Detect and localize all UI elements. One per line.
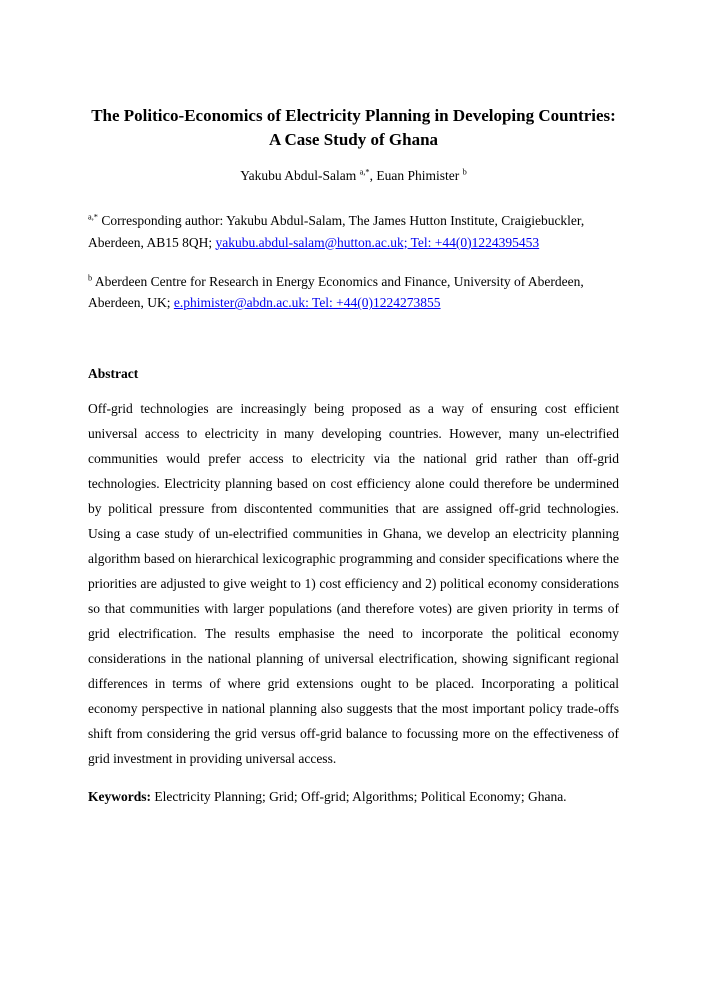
corresponding-author-text: Corresponding author: Yakubu Abdul-Salam, The James Hutton Institute, Craigiebuckler, Aberdeen, AB15 8QH; xyxy=(88,213,585,250)
coauthor-email-link[interactable]: e.phimister@abdn.ac.uk: Tel: +44(0)1224273855 xyxy=(173,295,441,311)
affiliation-b-text: Aberdeen Centre for Research in Energy Economics and Finance, University of Aberdeen, Aberdeen, UK; xyxy=(88,273,584,311)
corresponding-author-note xyxy=(88,210,619,253)
keywords-line xyxy=(88,789,619,805)
paper-title: The Politico-Economics of Electricity Planning in Developing Countries: A Case Study of Ghana xyxy=(91,106,616,150)
authors-line xyxy=(88,168,619,184)
keywords-text: Electricity Planning; Grid; Off-grid; Algorithms; Political Economy; Ghana. xyxy=(151,788,567,804)
author-2-name: , Euan Phimister xyxy=(369,168,463,184)
abstract-text: Off-grid technologies are increasingly being proposed as a way of ensuring cost efficient universal access to electricity in many developing countries. However, many un-electrified communities would prefer access to electricity via the national grid rather than off-grid technologies. Electricity planning based on cost efficiency alone could therefore be undermined by political pressure from discontented communities that are assigned off-grid technologies. Using a case study of un-electrified communities in Ghana, we develop an electricity planning algorithm based on hierarchical lexicographic programming and consider specifications where the priorities are adjusted to give weight to 1) cost efficiency and 2) political economy considerations so that communities with larger populations (and therefore votes) are given priority in terms of grid electrification. The results emphasise the need to incorporate the political economy considerations in the national planning of universal electrification, showing significant regional differences in terms of where grid extensions ought to be placed. Incorporating a political economy perspective in national planning also suggests that the most important policy trade-offs shift from considering the grid versus off-grid balance to focussing more on the effectiveness of grid investment in providing universal access. xyxy=(88,400,619,766)
keywords-label: Keywords: xyxy=(88,788,151,804)
affiliation-b-mark: b xyxy=(88,273,93,283)
affiliation-b-note xyxy=(88,271,619,314)
author-1-affiliation-mark: a,* xyxy=(359,167,370,177)
author-2-affiliation-mark: b xyxy=(462,167,467,177)
author-1-name: Yakubu Abdul-Salam xyxy=(240,168,360,184)
corresponding-affiliation-mark: a,* xyxy=(88,212,98,222)
corresponding-email-link[interactable]: yakubu.abdul-salam@hutton.ac.uk; Tel: +44(0)1224395453 xyxy=(215,234,540,250)
abstract-heading: Abstract xyxy=(88,365,139,381)
